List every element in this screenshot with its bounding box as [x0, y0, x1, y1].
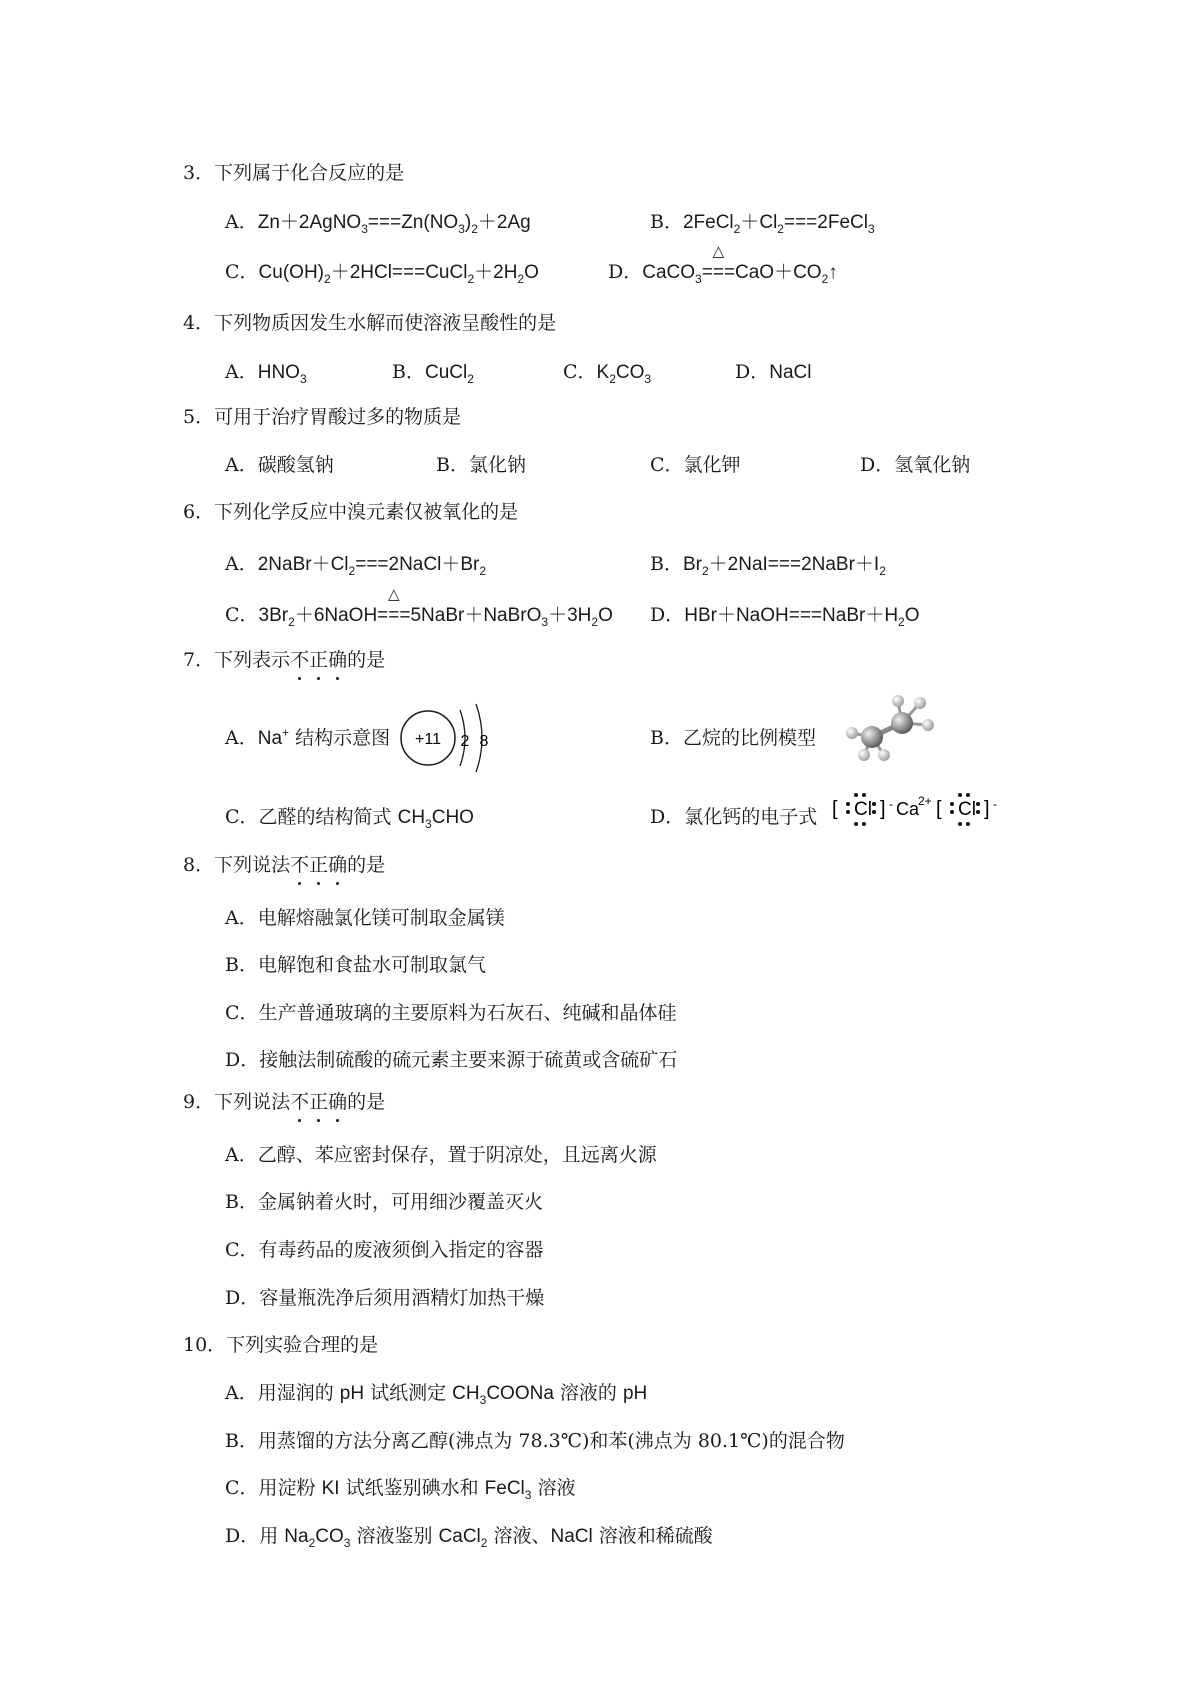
- emphasis-char: 不: [290, 1087, 309, 1114]
- shell-2-electrons: 8: [479, 733, 489, 750]
- question-5-option-b: B．氯化钠: [436, 454, 526, 476]
- question-5-stem: 5．可用于治疗胃酸过多的物质是: [183, 406, 462, 428]
- question-4-option-b: B．CuCl$_2$: [392, 361, 474, 386]
- nucleus-charge: +11: [415, 731, 441, 748]
- question-4-stem: 4．下列物质因发生水解而使溶液呈酸性的是: [183, 312, 557, 334]
- question-8-stem: 8．下列说法不 正 确 的是: [183, 850, 385, 877]
- question-9-stem: 9．下列说法不 正 确 的是: [183, 1087, 385, 1114]
- question-3-option-c: C．$Cu(OH)_2+2HCl===CuCl_2+2H_2O$: [225, 261, 539, 286]
- question-6-stem: 6．下列化学反应中溴元素仅被氧化的是: [183, 501, 519, 523]
- question-10-option-b: B．用蒸馏的方法分离乙醇(沸点为 78.3℃)和苯(沸点为 80.1℃)的混合物: [225, 1430, 845, 1452]
- anion-charge-2: -: [993, 797, 997, 811]
- question-10-option-d: D．用 $Na_2CO_3$ 溶液鉴别 CaCl$_2$ 溶液、NaCl 溶液和稀硫酸: [225, 1525, 713, 1550]
- question-6-option-b: B．$Br_2+2NaI===2NaBr+I_2$: [650, 553, 886, 578]
- svg-text:[: [: [936, 798, 942, 820]
- question-9-option-a: A．乙醇、苯应密封保存，置于阴凉处，且远离火源: [225, 1144, 657, 1166]
- question-5-option-c: C．氯化钾: [650, 454, 741, 476]
- chloride-symbol-1: Cl: [854, 799, 872, 820]
- emphasis-char: 不: [290, 645, 309, 672]
- question-10-option-c: C．用淀粉 KI 试纸鉴别碘水和 FeCl$_3$ 溶液: [225, 1477, 576, 1502]
- question-7-stem: 7．下列表示不 正 确 的是: [183, 645, 385, 672]
- emphasis-char: 确: [328, 645, 347, 672]
- question-7-option-b: B．乙烷的比例模型: [650, 727, 816, 749]
- question-8-option-d: D．接触法制硫酸的硫元素主要来源于硫黄或含硫矿石: [225, 1049, 678, 1071]
- question-6-option-a: A．$2NaBr+Cl_2===2NaCl+Br_2$: [225, 553, 487, 578]
- chloride-symbol-2: Cl: [958, 799, 976, 820]
- question-3-option-a: A．$Zn+2AgNO_3===Zn(NO_3)_2+2Ag$: [225, 211, 531, 236]
- question-3-option-d: D．CaCO$_3$ △ $===CaO+CO_2↑$: [608, 243, 838, 286]
- heat-triangle-icon: △: [712, 243, 725, 260]
- question-9-option-c: C．有毒药品的废液须倒入指定的容器: [225, 1239, 544, 1261]
- emphasis-char: 确: [328, 1087, 347, 1114]
- question-4-option-a: A．$HNO_3$: [225, 361, 307, 386]
- question-4-option-d: D．NaCl: [735, 361, 812, 383]
- shell-1-electrons: 2: [460, 733, 470, 750]
- svg-text:]: ]: [984, 798, 990, 820]
- emphasis-char: 不: [290, 850, 309, 877]
- question-8-option-c: C．生产普通玻璃的主要原料为石灰石、纯碱和晶体硅: [225, 1002, 677, 1024]
- anion-charge-1: -: [889, 797, 893, 811]
- sodium-ion-structure-diagram: [398, 694, 498, 778]
- question-8-option-b: B．电解饱和食盐水可制取氯气: [225, 954, 486, 976]
- question-3-stem: 3．下列属于化合反应的是: [183, 162, 405, 184]
- svg-text:[: [: [832, 798, 838, 820]
- question-7-option-d: D．氯化钙的电子式: [650, 806, 818, 828]
- question-7-option-c: C．乙醛的结构简式 $CH_3CHO$: [225, 806, 474, 831]
- question-5-option-a: A．碳酸氢钠: [225, 454, 334, 476]
- calcium-chloride-electron-formula: [832, 790, 1022, 830]
- question-8-option-a: A．电解熔融氯化镁可制取金属镁: [225, 907, 505, 929]
- question-6-option-d: D．$HBr+NaOH===NaBr+H_2O$: [650, 604, 920, 629]
- question-3-option-b: B．$2FeCl_2+Cl_2===2FeCl_3$: [650, 211, 875, 236]
- emphasis-char: 正: [309, 645, 328, 672]
- question-10-option-a: A．用湿润的 pH 试纸测定 $CH_3COONa$ 溶液的 pH: [225, 1382, 648, 1407]
- question-10-stem: 10．下列实验合理的是: [183, 1334, 379, 1356]
- svg-text:]: ]: [880, 798, 886, 820]
- emphasis-char: 确: [328, 850, 347, 877]
- calcium-symbol: Ca: [896, 799, 920, 819]
- question-6-option-c: C．$3Br_2+6NaOH$ △ $===5NaBr+NaBrO_3+3H_2O$: [225, 586, 613, 629]
- question-4-option-c: C．$K_2CO_3$: [563, 361, 652, 386]
- ethane-space-filling-model-icon: [840, 693, 940, 773]
- emphasis-char: 正: [309, 850, 328, 877]
- question-5-option-d: D．氢氧化钠: [860, 454, 971, 476]
- heat-triangle-icon: △: [388, 586, 400, 603]
- question-7-option-a: A．Na+ 结构示意图: [225, 725, 391, 749]
- question-9-option-b: B．金属钠着火时，可用细沙覆盖灭火: [225, 1191, 543, 1213]
- calcium-charge: 2+: [918, 794, 932, 808]
- question-9-option-d: D．容量瓶洗净后须用酒精灯加热干燥: [225, 1287, 545, 1309]
- emphasis-char: 正: [309, 1087, 328, 1114]
